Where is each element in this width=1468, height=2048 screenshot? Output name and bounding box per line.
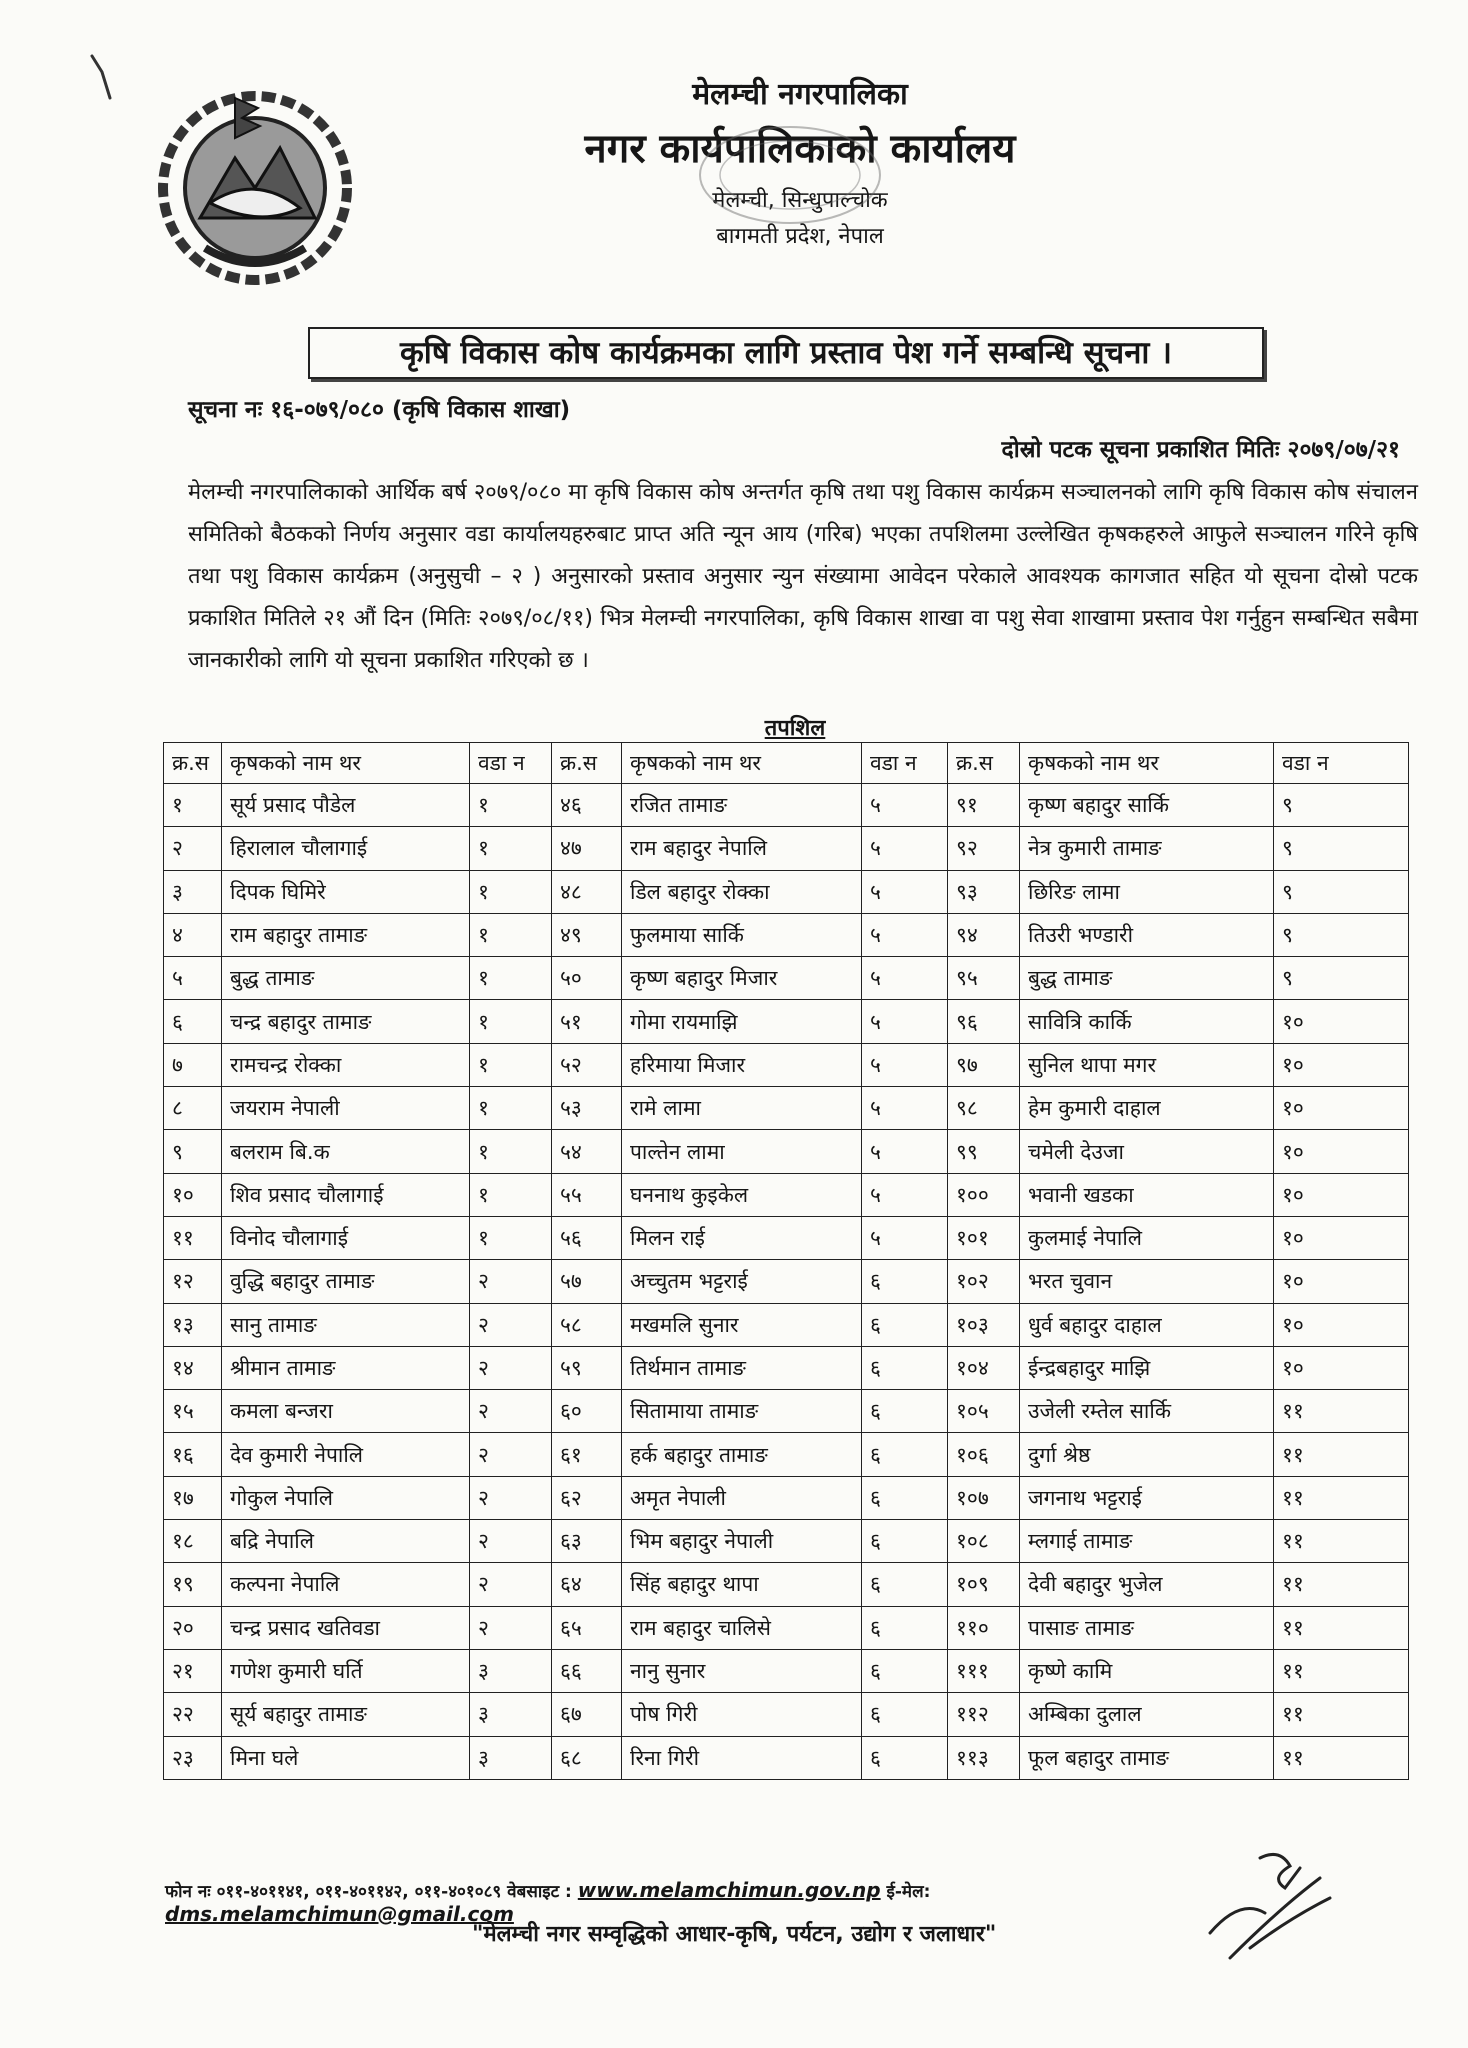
table-cell: १०२ bbox=[948, 1260, 1020, 1303]
publish-date: दोस्रो पटक सूचना प्रकाशित मितिः २०७९/०७/२१ bbox=[1001, 437, 1400, 463]
table-cell: भरत चुवान bbox=[1020, 1260, 1274, 1303]
table-cell: ६ bbox=[862, 1433, 948, 1476]
table-cell: चन्द्र बहादुर तामाङ bbox=[222, 1000, 470, 1043]
table-cell: ३ bbox=[164, 870, 222, 913]
pen-mark-icon bbox=[88, 52, 128, 112]
table-cell: २ bbox=[470, 1346, 552, 1389]
table-cell: १० bbox=[1274, 1173, 1409, 1216]
table-cell: ४८ bbox=[552, 870, 622, 913]
table-cell: तिर्थमान तामाङ bbox=[622, 1346, 862, 1389]
table-cell: २२ bbox=[164, 1693, 222, 1736]
table-cell: २० bbox=[164, 1606, 222, 1649]
table-cell: सानु तामाङ bbox=[222, 1303, 470, 1346]
table-cell: ५१ bbox=[552, 1000, 622, 1043]
table-cell: १८ bbox=[164, 1520, 222, 1563]
table-cell: ११ bbox=[1274, 1433, 1409, 1476]
table-cell: गोमा रायमाझि bbox=[622, 1000, 862, 1043]
table-cell: ५ bbox=[862, 957, 948, 1000]
table-cell: ६७ bbox=[552, 1693, 622, 1736]
table-cell: ६ bbox=[862, 1260, 948, 1303]
table-cell: १०० bbox=[948, 1173, 1020, 1216]
table-cell: ८ bbox=[164, 1087, 222, 1130]
table-cell: तिउरी भण्डारी bbox=[1020, 913, 1274, 956]
table-cell: १० bbox=[1274, 1303, 1409, 1346]
table-cell: १ bbox=[470, 1043, 552, 1086]
table-cell: सुनिल थापा मगर bbox=[1020, 1043, 1274, 1086]
table-cell: १ bbox=[470, 870, 552, 913]
table-cell: १४ bbox=[164, 1346, 222, 1389]
table-cell: ५६ bbox=[552, 1216, 622, 1259]
table-cell: ७ bbox=[164, 1043, 222, 1086]
table-cell: १०१ bbox=[948, 1216, 1020, 1259]
website-link[interactable]: www.melamchimun.gov.np bbox=[577, 1878, 881, 1902]
table-cell: चन्द्र प्रसाद खतिवडा bbox=[222, 1606, 470, 1649]
table-cell: १० bbox=[1274, 1260, 1409, 1303]
table-cell: दिपक घिमिरे bbox=[222, 870, 470, 913]
table-cell: ६ bbox=[862, 1346, 948, 1389]
table-cell: ५ bbox=[862, 827, 948, 870]
table-cell: ११० bbox=[948, 1606, 1020, 1649]
table-cell: ५ bbox=[862, 870, 948, 913]
table-cell: मिलन राई bbox=[622, 1216, 862, 1259]
table-cell: ६५ bbox=[552, 1606, 622, 1649]
table-cell: नेत्र कुमारी तामाङ bbox=[1020, 827, 1274, 870]
table-cell: १०३ bbox=[948, 1303, 1020, 1346]
table-cell: दुर्गा श्रेष्ठ bbox=[1020, 1433, 1274, 1476]
table-cell: रामचन्द्र रोक्का bbox=[222, 1043, 470, 1086]
table-cell: ३ bbox=[470, 1736, 552, 1779]
table-cell: बुद्ध तामाङ bbox=[222, 957, 470, 1000]
table-row bbox=[164, 1606, 1409, 1649]
table-cell: ६ bbox=[862, 1693, 948, 1736]
table-row bbox=[164, 827, 1409, 870]
table-cell: अमृत नेपाली bbox=[622, 1476, 862, 1519]
table-cell: ५ bbox=[862, 913, 948, 956]
table-row bbox=[164, 1173, 1409, 1216]
table-cell: ५ bbox=[862, 1000, 948, 1043]
table-cell: कुलमाई नेपालि bbox=[1020, 1216, 1274, 1259]
table-cell: ५ bbox=[862, 1173, 948, 1216]
table-cell: ६ bbox=[862, 1563, 948, 1606]
table-row bbox=[164, 1693, 1409, 1736]
table-cell: ११२ bbox=[948, 1693, 1020, 1736]
table-cell: मिना घले bbox=[222, 1736, 470, 1779]
table-cell: १ bbox=[470, 1216, 552, 1259]
table-row bbox=[164, 1649, 1409, 1692]
phone-numbers: फोन नः ०११-४०११४१, ०११-४०११४२, ०११-४०१०८९ वेबसाइट : bbox=[165, 1882, 572, 1902]
table-cell: रजित तामाङ bbox=[622, 784, 862, 827]
table-cell: पोष गिरी bbox=[622, 1693, 862, 1736]
table-cell: ९४ bbox=[948, 913, 1020, 956]
farmer-list-table bbox=[163, 742, 1409, 1780]
table-cell: १ bbox=[470, 1000, 552, 1043]
table-cell: ५८ bbox=[552, 1303, 622, 1346]
table-cell: ६१ bbox=[552, 1433, 622, 1476]
table-cell: ९२ bbox=[948, 827, 1020, 870]
table-cell: ११ bbox=[1274, 1563, 1409, 1606]
table-cell: १ bbox=[470, 1087, 552, 1130]
table-cell: २ bbox=[164, 827, 222, 870]
table-cell: १ bbox=[470, 827, 552, 870]
table-cell: डिल बहादुर रोक्का bbox=[622, 870, 862, 913]
table-cell: हेम कुमारी दाहाल bbox=[1020, 1087, 1274, 1130]
table-row bbox=[164, 1433, 1409, 1476]
table-cell: ५४ bbox=[552, 1130, 622, 1173]
table-row bbox=[164, 1346, 1409, 1389]
table-cell: ६ bbox=[862, 1649, 948, 1692]
table-cell: ९ bbox=[1274, 913, 1409, 956]
table-cell: ९७ bbox=[948, 1043, 1020, 1086]
table-cell: १०५ bbox=[948, 1390, 1020, 1433]
table-cell: धुर्व बहादुर दाहाल bbox=[1020, 1303, 1274, 1346]
table-cell: ९९ bbox=[948, 1130, 1020, 1173]
table-cell: १ bbox=[470, 1173, 552, 1216]
col-header: वडा न bbox=[470, 743, 552, 784]
table-cell: ५७ bbox=[552, 1260, 622, 1303]
table-cell: भिम बहादुर नेपाली bbox=[622, 1520, 862, 1563]
table-cell: १ bbox=[470, 1130, 552, 1173]
table-cell: १० bbox=[1274, 1216, 1409, 1259]
province-name: बागमती प्रदेश, नेपाल bbox=[716, 224, 884, 249]
table-cell: २ bbox=[470, 1520, 552, 1563]
table-cell: सूर्य प्रसाद पौडेल bbox=[222, 784, 470, 827]
table-row bbox=[164, 913, 1409, 956]
col-header: वडा न bbox=[1274, 743, 1409, 784]
table-cell: ११ bbox=[1274, 1693, 1409, 1736]
table-cell: ११ bbox=[1274, 1736, 1409, 1779]
table-cell: ६४ bbox=[552, 1563, 622, 1606]
table-cell: ३ bbox=[470, 1693, 552, 1736]
table-cell: ११३ bbox=[948, 1736, 1020, 1779]
table-row bbox=[164, 1216, 1409, 1259]
table-cell: देवी बहादुर भुजेल bbox=[1020, 1563, 1274, 1606]
table-cell: ५ bbox=[862, 1043, 948, 1086]
municipality-name: मेलम्ची नगरपालिका bbox=[692, 77, 908, 112]
table-row bbox=[164, 1260, 1409, 1303]
table-cell: बलराम बि.क bbox=[222, 1130, 470, 1173]
table-cell: १११ bbox=[948, 1649, 1020, 1692]
table-cell: ९५ bbox=[948, 957, 1020, 1000]
table-cell: राम बहादुर नेपालि bbox=[622, 827, 862, 870]
table-cell: ९ bbox=[1274, 957, 1409, 1000]
table-cell: सावित्रि कार्कि bbox=[1020, 1000, 1274, 1043]
table-cell: १९ bbox=[164, 1563, 222, 1606]
slogan: "मेलम्ची नगर सम्वृद्धिको आधार-कृषि, पर्यटन, उद्योग र जलाधार" bbox=[472, 1922, 997, 1947]
col-header: वडा न bbox=[862, 743, 948, 784]
table-cell: ५ bbox=[164, 957, 222, 1000]
table-cell: ६ bbox=[862, 1390, 948, 1433]
table-cell: ५२ bbox=[552, 1043, 622, 1086]
table-cell: भवानी खडका bbox=[1020, 1173, 1274, 1216]
table-cell: ६ bbox=[862, 1736, 948, 1779]
table-cell: अच्चुतम भट्टराई bbox=[622, 1260, 862, 1303]
table-cell: ९३ bbox=[948, 870, 1020, 913]
table-cell: सूर्य बहादुर तामाङ bbox=[222, 1693, 470, 1736]
table-cell: जयराम नेपाली bbox=[222, 1087, 470, 1130]
table-cell: १० bbox=[1274, 1087, 1409, 1130]
table-cell: २ bbox=[470, 1433, 552, 1476]
table-cell: १०९ bbox=[948, 1563, 1020, 1606]
table-cell: २ bbox=[470, 1390, 552, 1433]
table-cell: उजेली रम्तेल सार्कि bbox=[1020, 1390, 1274, 1433]
table-cell: ४९ bbox=[552, 913, 622, 956]
table-cell: १ bbox=[470, 957, 552, 1000]
table-cell: चमेली देउजा bbox=[1020, 1130, 1274, 1173]
table-cell: १ bbox=[470, 913, 552, 956]
table-cell: ११ bbox=[1274, 1476, 1409, 1519]
table-row bbox=[164, 1390, 1409, 1433]
signature-icon bbox=[1190, 1838, 1350, 1968]
table-cell: बुद्ध तामाङ bbox=[1020, 957, 1274, 1000]
table-cell: घननाथ कुइकेल bbox=[622, 1173, 862, 1216]
table-cell: ९ bbox=[164, 1130, 222, 1173]
table-cell: १० bbox=[1274, 1000, 1409, 1043]
table-cell: १० bbox=[164, 1173, 222, 1216]
table-cell: विनोद चौलागाई bbox=[222, 1216, 470, 1259]
table-cell: ३ bbox=[470, 1649, 552, 1692]
table-cell: ६ bbox=[862, 1606, 948, 1649]
table-cell: १ bbox=[164, 784, 222, 827]
table-cell: ११ bbox=[1274, 1649, 1409, 1692]
table-cell: वुद्धि बहादुर तामाङ bbox=[222, 1260, 470, 1303]
table-row bbox=[164, 1000, 1409, 1043]
table-cell: ६ bbox=[164, 1000, 222, 1043]
table-cell: छिरिङ लामा bbox=[1020, 870, 1274, 913]
table-cell: शिव प्रसाद चौलागाई bbox=[222, 1173, 470, 1216]
table-cell: ११ bbox=[1274, 1390, 1409, 1433]
col-header: कृषकको नाम थर bbox=[222, 743, 470, 784]
table-cell: ६ bbox=[862, 1520, 948, 1563]
email-link[interactable]: dms.melamchimun@gmail.com bbox=[165, 1902, 514, 1926]
table-cell: १ bbox=[470, 784, 552, 827]
table-caption: तपशिल bbox=[764, 716, 826, 741]
table-cell: ९ bbox=[1274, 827, 1409, 870]
table-cell: ५ bbox=[862, 1216, 948, 1259]
table-cell: २ bbox=[470, 1260, 552, 1303]
table-cell: फुलमाया सार्कि bbox=[622, 913, 862, 956]
table-cell: ६३ bbox=[552, 1520, 622, 1563]
col-header: क्र.स bbox=[948, 743, 1020, 784]
table-cell: रामे लामा bbox=[622, 1087, 862, 1130]
table-cell: म्लगाई तामाङ bbox=[1020, 1520, 1274, 1563]
office-stamp-icon bbox=[690, 120, 890, 230]
table-cell: ५ bbox=[862, 784, 948, 827]
table-cell: ५० bbox=[552, 957, 622, 1000]
table-cell: ५९ bbox=[552, 1346, 622, 1389]
table-cell: ५ bbox=[862, 1087, 948, 1130]
col-header: क्र.स bbox=[552, 743, 622, 784]
table-cell: ११ bbox=[1274, 1606, 1409, 1649]
table-cell: ९ bbox=[1274, 784, 1409, 827]
table-row bbox=[164, 784, 1409, 827]
table-cell: २ bbox=[470, 1563, 552, 1606]
table-cell: २ bbox=[470, 1303, 552, 1346]
table-cell: सितामाया तामाङ bbox=[622, 1390, 862, 1433]
table-cell: १०८ bbox=[948, 1520, 1020, 1563]
table-cell: १० bbox=[1274, 1130, 1409, 1173]
table-cell: कृष्णे कामि bbox=[1020, 1649, 1274, 1692]
table-cell: २१ bbox=[164, 1649, 222, 1692]
table-cell: अम्बिका दुलाल bbox=[1020, 1693, 1274, 1736]
table-cell: १७ bbox=[164, 1476, 222, 1519]
table-cell: १६ bbox=[164, 1433, 222, 1476]
table-cell: १०६ bbox=[948, 1433, 1020, 1476]
table-cell: १५ bbox=[164, 1390, 222, 1433]
table-row bbox=[164, 1736, 1409, 1779]
table-cell: ४६ bbox=[552, 784, 622, 827]
table-cell: श्रीमान तामाङ bbox=[222, 1346, 470, 1389]
table-cell: १३ bbox=[164, 1303, 222, 1346]
table-cell: १० bbox=[1274, 1043, 1409, 1086]
table-cell: कृष्ण बहादुर मिजार bbox=[622, 957, 862, 1000]
table-cell: १० bbox=[1274, 1346, 1409, 1389]
table-row bbox=[164, 1130, 1409, 1173]
table-cell: फूल बहादुर तामाङ bbox=[1020, 1736, 1274, 1779]
office-name: नगर कार्यपालिकाको कार्यालय bbox=[584, 126, 1016, 172]
table-cell: सिंह बहादुर थापा bbox=[622, 1563, 862, 1606]
notice-body: मेलम्ची नगरपालिकाको आर्थिक बर्ष २०७९/०८० मा कृषि विकास कोष अन्तर्गत कृषि तथा पशु विकास कार्यक्रम सञ्चालनको लागि कृषि विकास कोष संचालन समितिको बैठकको निर्णय अनुसार वडा कार्यालयहरुबाट प्राप्त अति न्यून आय (गरिब) भएका तपशिलमा उल्लेखित कृषकहरुले आफुले सञ्चालन गरिने कृषि तथा पशु विकास कार्यक्रम (अनुसुची – २ ) अनुसारको प्रस्ताव अनुसार न्युन संख्यामा आवेदन परेकाले आवश्यक कागजात सहित यो सूचना दोस्रो पटक प्रकाशित मितिले २१ औं दिन (मितिः २०७९/०८/११) भित्र मेलम्ची नगरपालिका, कृषि विकास शाखा वा पशु सेवा शाखामा प्रस्ताव पेश गर्नुहुन सम्बन्धित सबैमा जानकारीको लागि यो सूचना प्रकाशित गरिएको छ । bbox=[188, 480, 1418, 673]
table-row bbox=[164, 1563, 1409, 1606]
table-cell: मखमलि सुनार bbox=[622, 1303, 862, 1346]
table-cell: पाल्तेन लामा bbox=[622, 1130, 862, 1173]
table-cell: राम बहादुर चालिसे bbox=[622, 1606, 862, 1649]
table-cell: कल्पना नेपालि bbox=[222, 1563, 470, 1606]
table-cell: ११ bbox=[1274, 1520, 1409, 1563]
col-header: कृषकको नाम थर bbox=[1020, 743, 1274, 784]
col-header: कृषकको नाम थर bbox=[622, 743, 862, 784]
table-cell: ५५ bbox=[552, 1173, 622, 1216]
table-cell: कमला बन्जरा bbox=[222, 1390, 470, 1433]
table-header-row bbox=[164, 743, 1409, 784]
table-cell: ९ bbox=[1274, 870, 1409, 913]
table-cell: कृष्ण बहादुर सार्कि bbox=[1020, 784, 1274, 827]
table-cell: १०७ bbox=[948, 1476, 1020, 1519]
table-cell: नानु सुनार bbox=[622, 1649, 862, 1692]
table-cell: हिरालाल चौलागाई bbox=[222, 827, 470, 870]
table-cell: ६२ bbox=[552, 1476, 622, 1519]
table-cell: २ bbox=[470, 1606, 552, 1649]
table-row bbox=[164, 1043, 1409, 1086]
table-cell: ६८ bbox=[552, 1736, 622, 1779]
table-cell: १०४ bbox=[948, 1346, 1020, 1389]
table-row bbox=[164, 957, 1409, 1000]
table-row bbox=[164, 1087, 1409, 1130]
table-row bbox=[164, 1520, 1409, 1563]
table-cell: ईन्द्रबहादुर माझि bbox=[1020, 1346, 1274, 1389]
table-cell: राम बहादुर तामाङ bbox=[222, 913, 470, 956]
table-cell: रिना गिरी bbox=[622, 1736, 862, 1779]
table-cell: २ bbox=[470, 1476, 552, 1519]
notice-number: सूचना नः १६-०७९/०८० (कृषि विकास शाखा) bbox=[188, 397, 571, 423]
office-address: मेलम्ची, सिन्धुपाल्चोक bbox=[712, 188, 888, 213]
table-row bbox=[164, 1303, 1409, 1346]
table-cell: ९८ bbox=[948, 1087, 1020, 1130]
table-cell: हर्क बहादुर तामाङ bbox=[622, 1433, 862, 1476]
table-cell: ६ bbox=[862, 1476, 948, 1519]
notice-title: कृषि विकास कोष कार्यक्रमका लागि प्रस्ताव पेश गर्ने सम्बन्धि सूचना । bbox=[308, 327, 1264, 379]
table-row bbox=[164, 1476, 1409, 1519]
nepal-emblem-icon bbox=[150, 78, 360, 288]
table-cell: ९१ bbox=[948, 784, 1020, 827]
table-cell: हरिमाया मिजार bbox=[622, 1043, 862, 1086]
table-cell: ६६ bbox=[552, 1649, 622, 1692]
table-cell: ९६ bbox=[948, 1000, 1020, 1043]
email-label: ई-मेल: bbox=[886, 1882, 931, 1902]
table-cell: ६ bbox=[862, 1303, 948, 1346]
table-cell: जगनाथ भट्टराई bbox=[1020, 1476, 1274, 1519]
table-cell: गणेश कुमारी घर्ति bbox=[222, 1649, 470, 1692]
table-cell: देव कुमारी नेपालि bbox=[222, 1433, 470, 1476]
table-cell: पासाङ तामाङ bbox=[1020, 1606, 1274, 1649]
table-row bbox=[164, 870, 1409, 913]
table-cell: १२ bbox=[164, 1260, 222, 1303]
table-cell: २३ bbox=[164, 1736, 222, 1779]
table-cell: ४ bbox=[164, 913, 222, 956]
col-header: क्र.स bbox=[164, 743, 222, 784]
table-cell: बद्रि नेपालि bbox=[222, 1520, 470, 1563]
table-cell: ६० bbox=[552, 1390, 622, 1433]
table-cell: ११ bbox=[164, 1216, 222, 1259]
table-cell: ५ bbox=[862, 1130, 948, 1173]
table-cell: ५३ bbox=[552, 1087, 622, 1130]
table-cell: ४७ bbox=[552, 827, 622, 870]
table-cell: गोकुल नेपालि bbox=[222, 1476, 470, 1519]
